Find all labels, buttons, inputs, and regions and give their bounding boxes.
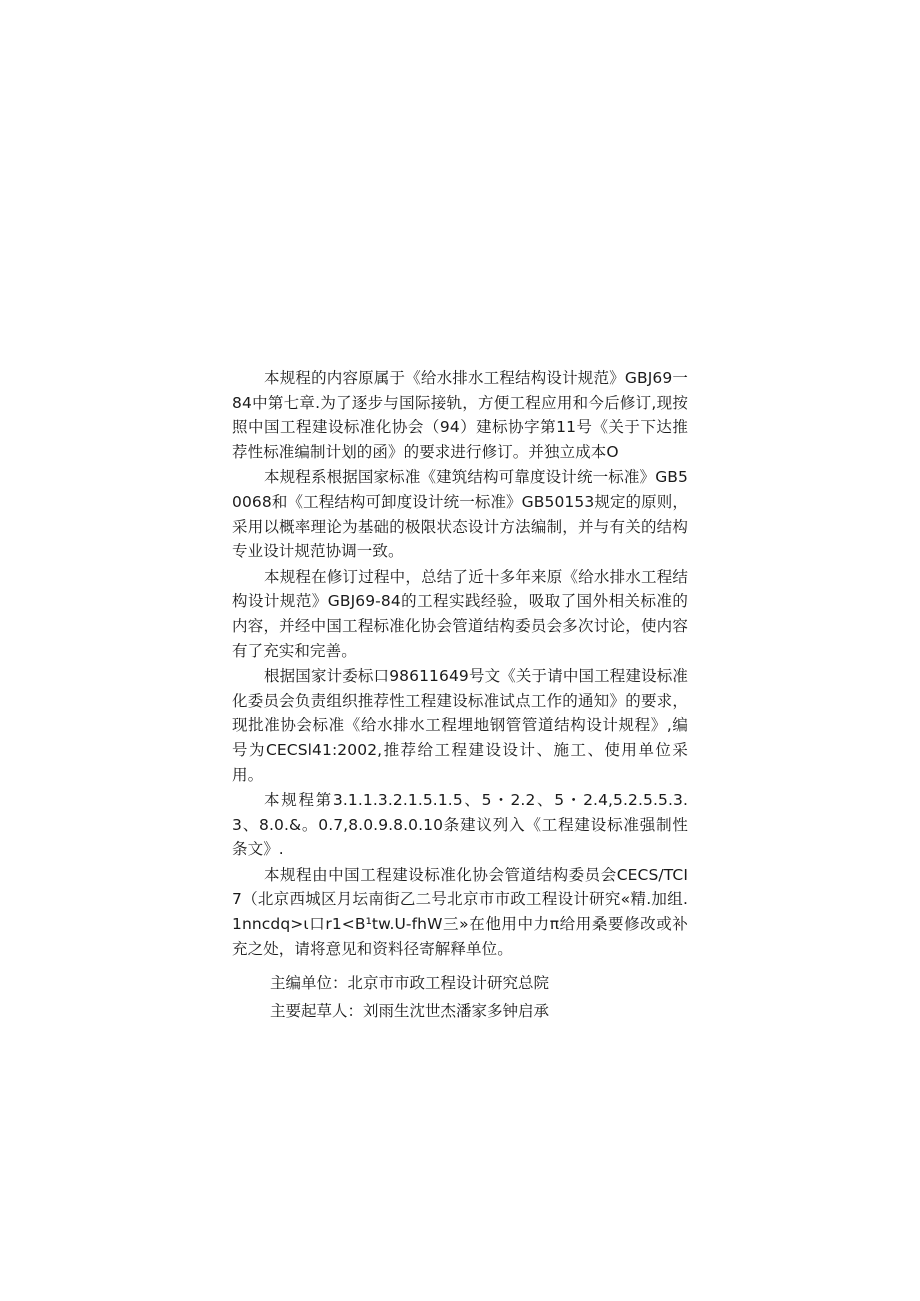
- main-drafters: 主要起草人：刘雨生沈世杰潘家多钟启承: [270, 1002, 550, 1021]
- paragraph-mandatory-clauses: 本规程第3.1.1.3.2.1.5.1.5、5・2.2、5・2.4,5.2.5.5.3.3、8.0.&。0.7,8.0.9.8.0.10条建议列入《工程建设标准强制性条文》.: [232, 791, 688, 859]
- paragraph-origin: 本规程的内容原属于《给水排水工程结构设计规范》GBJ69一84中第七章.为了逐步与国际接轨，方便工程应用和今后修订,现按照中国工程建设标准化协会（94）建标协字第11号《关于下达推荐性标准编制计划的函》的要求进行修订。并独立成本O: [232, 369, 688, 461]
- paragraph-basis: 本规程系根据国家标准《建筑结构可靠度设计统一标准》GB50068和《工程结构可卸度设计统一标准》GB50153规定的原则，采用以概率理论为基础的极限状态设计方法编制，并与有关的结构专业设计规范协调一致。: [232, 468, 688, 561]
- paragraph-approval: 根据国家计委标口98611649号文《关于请中国工程建设标准化委员会负责组织推荐性工程建设标准试点工作的通知》的要求，现批准协会标准《给水排水工程埋地钢管管道结构设计规程》,编号为CECSl41:2002,推荐给工程建设设计、施工、使用单位采用。: [232, 667, 688, 784]
- body-text: [232, 366, 688, 1025]
- paragraph-interpretation: 本规程由中国工程建设标准化协会管道结构委员会CECS/TCI7（北京西城区月坛南街乙二号北京市市政工程设计研究«精.加组.1nncdq>ι口r1<B¹tw.U-fhW三»在他用中力π给用桑要修改或补充之处，请将意见和资料径寄解释单位。: [232, 865, 688, 958]
- paragraph-revision: 本规程在修订过程中，总结了近十多年来原《给水排水工程结构设计规范》GBJ69-84的工程实践经验，吸取了国外相关标准的内容，并经中国工程标准化协会管道结构委员会多次讨论，使内容有了充实和完善。: [232, 567, 688, 660]
- editor-unit: 主编单位：北京市市政工程设计研究总院: [270, 974, 550, 993]
